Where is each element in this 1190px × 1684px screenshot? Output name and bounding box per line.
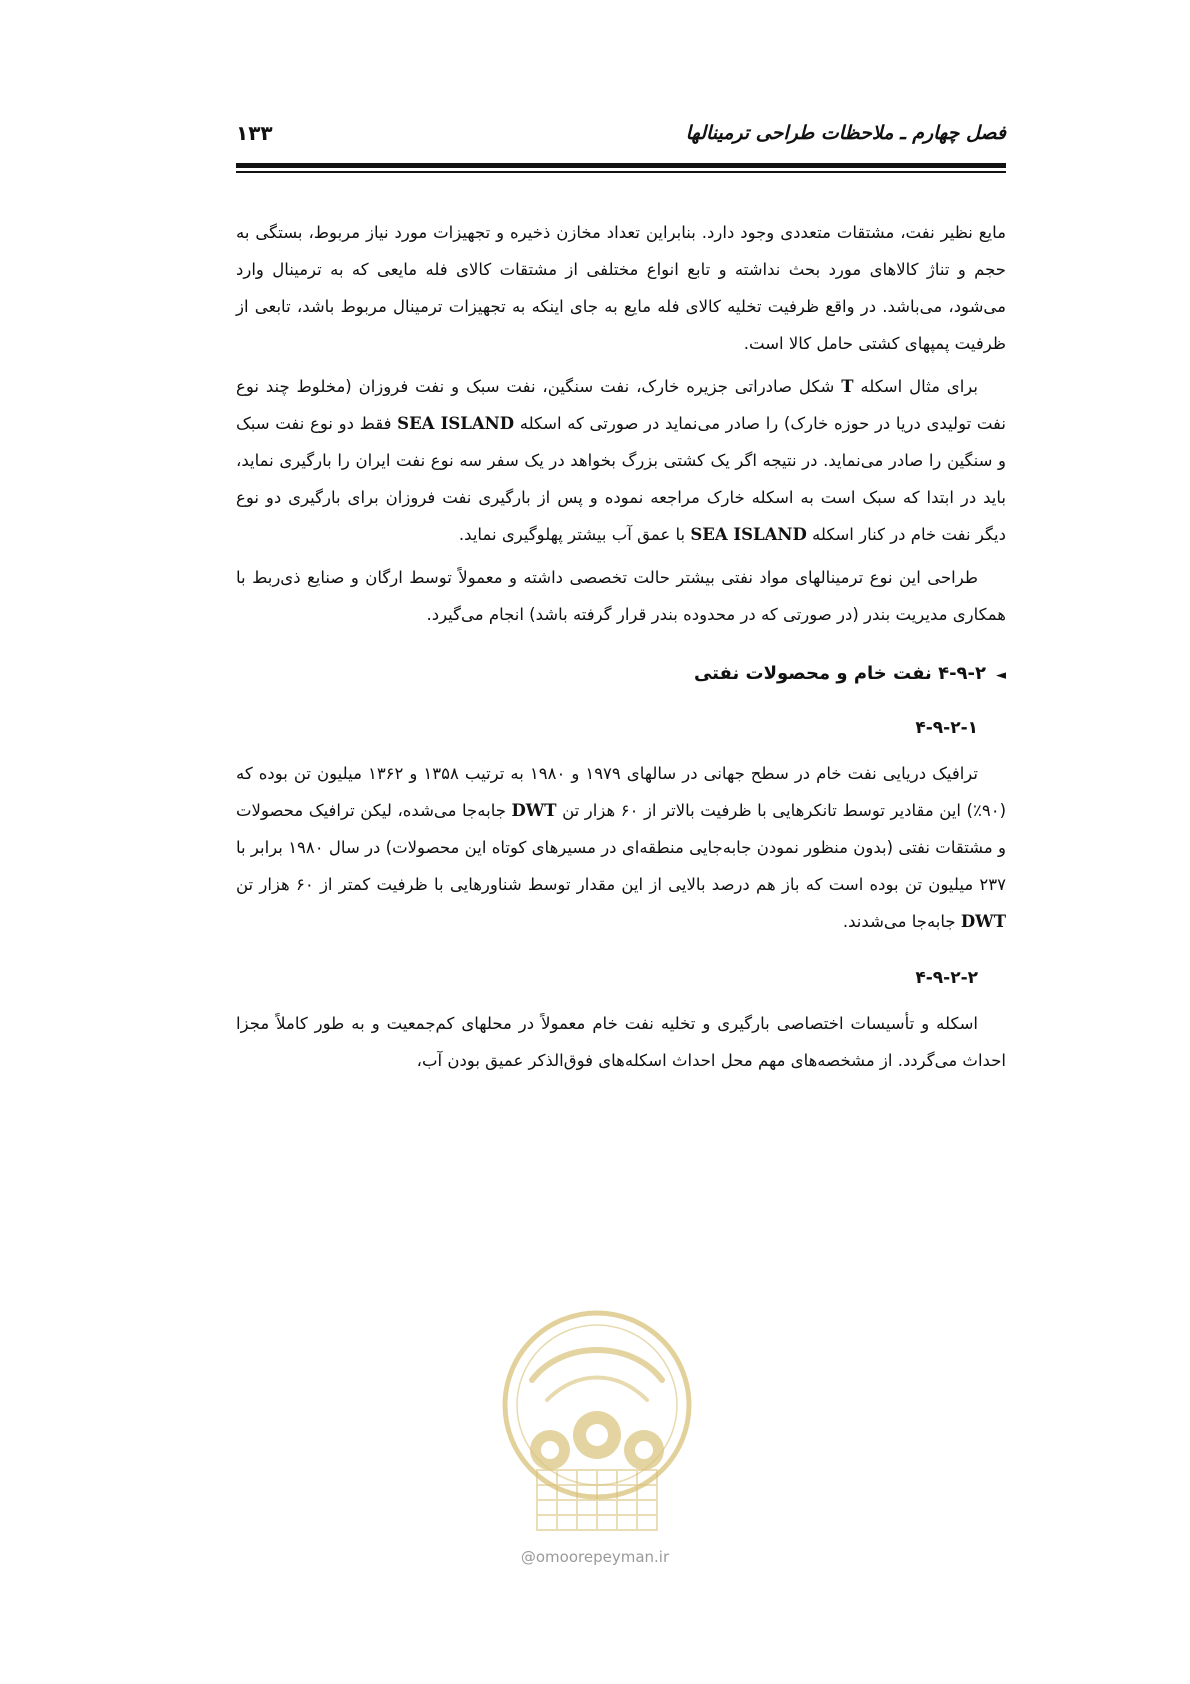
- section-heading: [236, 655, 1006, 694]
- section-heading-text: ۴-۹-۲ نفت خام و محصولات نفتی: [693, 663, 986, 684]
- watermark-caption: @omoorepeyman.ir: [520, 1548, 670, 1566]
- subsection-2-paragraph: اسکله و تأسیسات اختصاصی بارگیری و تخلیه نفت خام معمولاً در محلهای کم‌جمعیت و به طور کاملاً مجزا احداث می‌گردد. از مشخصه‌های مهم محل احداث اسکله‌های فوق‌الذکر عمیق بودن آب،: [236, 1014, 1006, 1070]
- page-header: [236, 118, 1006, 158]
- paragraph-2-sea-island-1: SEA ISLAND: [397, 414, 515, 433]
- subsection-1-number: ۴-۹-۲-۱: [915, 718, 978, 738]
- paragraph-2-text-d: با عمق آب بیشتر پهلوگیری نماید.: [458, 525, 691, 544]
- header-rule-thin: [236, 171, 1006, 173]
- paragraph-2: [236, 368, 1006, 553]
- subsection-2-number: ۴-۹-۲-۲: [915, 968, 978, 988]
- section-bullet-icon: ◄: [996, 668, 1006, 683]
- paragraph-2-sea-island-2: SEA ISLAND: [690, 525, 807, 544]
- watermark-logo: [492, 1300, 702, 1550]
- paragraph-2-text-b: شکل صادراتی جزیره خارک، نفت سنگین، نفت سبک و نفت فروزان (مخلوط چند نوع نفت تولیدی دریا در حوزه خارک) را صادر می‌نماید در صورتی که اسکله: [236, 377, 1006, 433]
- sub1-text-c: جابه‌جا می‌شدند.: [842, 912, 961, 931]
- paragraph-2-t-letter: T: [841, 377, 854, 396]
- chapter-title: فصل چهارم ـ ملاحظات طراحی ترمینالها: [685, 122, 1006, 144]
- sub1-text-b: جابه‌جا می‌شده، لیکن ترافیک محصولات و مشتقات نفتی (بدون منظور نمودن جابه‌جایی منطقه‌ای در مسیرهای کوتاه این محصولات) در سال ۱۹۸۰ برابر با ۲۳۷ میلیون تن بوده است که باز هم درصد بالایی از این مقدار توسط شناورهایی با ظرفیت کمتر از ۶۰ هزار تن: [236, 801, 1007, 894]
- page-body: [236, 214, 1006, 1079]
- sub1-dwt-1: DWT: [511, 801, 557, 820]
- header-rule-thick: [236, 163, 1006, 168]
- sub1-dwt-2: DWT: [960, 912, 1006, 931]
- subsection-1-paragraph: [236, 755, 1006, 940]
- paragraph-1: مایع نظیر نفت، مشتقات متعددی وجود دارد. بنابراین تعداد مخازن ذخیره و تجهیزات مورد نیاز مربوط، بستگی به حجم و تناژ کالاهای مورد بحث نداشته و تابع انواع مختلفی از مشتقات کالای فله مایعی که به ترمینال وارد می‌شود، می‌باشد. در واقع ظرفیت تخلیه کالای فله مایع به جای اینکه به تجهیزات ترمینال مربوط باشد، تابعی از ظرفیت پمپهای کشتی حامل کالا است.: [236, 223, 1006, 353]
- paragraph-2-text-c: فقط دو نوع نفت سبک و سنگین را صادر می‌نماید. در نتیجه اگر یک کشتی بزرگ بخواهد در یک سفر سه نوع نفت ایران را بارگیری نماید، باید در ابتدا که سبک است به اسکله خارک مراجعه نموده و پس از بارگیری نفت فروزان برای بارگیری دو نوع دیگر نفت خام در کنار اسکله: [236, 414, 1006, 544]
- paragraph-2-text-a: برای مثال اسکله: [853, 377, 978, 396]
- page-number: ۱۳۳: [236, 121, 273, 145]
- sub1-text-a: ترافیک دریایی نفت خام در سطح جهانی در سالهای ۱۹۷۹ و ۱۹۸۰ به ترتیب ۱۳۵۸ و ۱۳۶۲ میلیون تن بوده که (۹۰٪) این مقادیر توسط تانکرهایی با ظرفیت بالاتر از ۶۰ هزار تن: [236, 764, 1006, 820]
- paragraph-3: طراحی این نوع ترمینالهای مواد نفتی بیشتر حالت تخصصی داشته و معمولاً توسط ارگان و صنایع ذی‌ربط با همکاری مدیریت بندر (در صورتی که در محدوده بندر قرار گرفته باشد) انجام می‌گیرد.: [236, 568, 1006, 624]
